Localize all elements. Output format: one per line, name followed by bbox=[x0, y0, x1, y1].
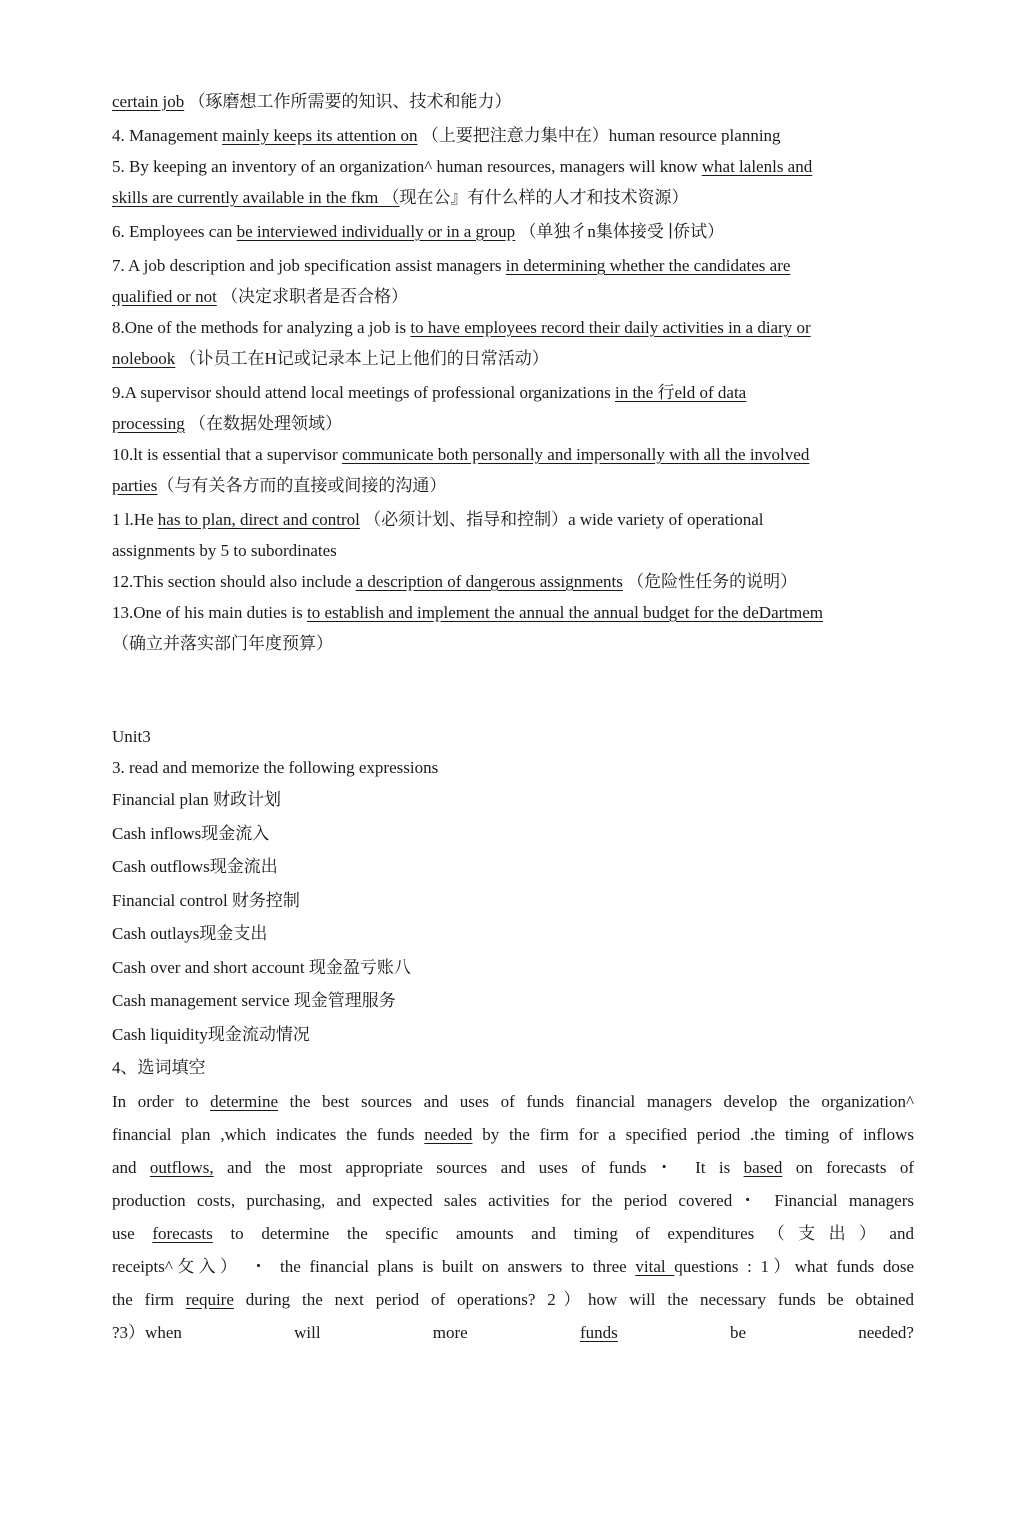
underlined-phrase: parties bbox=[112, 476, 158, 495]
item-line bbox=[112, 182, 914, 213]
text-segment: 现在公』有什么样的人才和技术资源） bbox=[399, 188, 689, 207]
underlined-phrase: has to plan, direct and control bbox=[157, 510, 360, 529]
text-segment: 13.One of his main duties is bbox=[112, 603, 308, 622]
underlined-phrase: in determining whether the candidates are bbox=[505, 256, 791, 275]
text-segment: ?3）when bbox=[112, 1322, 182, 1342]
item-line bbox=[112, 408, 914, 439]
expression-item: Cash over and short account 现金盈亏账八 bbox=[112, 957, 411, 977]
item-line bbox=[112, 216, 914, 247]
text-segment: 7. A job description and job specification assist managers bbox=[112, 256, 506, 275]
text-segment: needed? bbox=[858, 1322, 914, 1342]
underlined-phrase: processing bbox=[112, 414, 185, 433]
item-line bbox=[112, 312, 914, 343]
unit-title: Unit3 bbox=[112, 727, 151, 746]
underlined-phrase: certain job bbox=[112, 92, 185, 111]
text-segment: （琢磨想工作所需要的知识、技术和能力） bbox=[184, 92, 512, 111]
text-segment: on forecasts of bbox=[782, 1157, 915, 1177]
text-segment: 5. By keeping an inventory of an organization^ human resources, managers will know bbox=[112, 157, 702, 176]
underlined-phrase: require bbox=[185, 1289, 234, 1309]
item-line bbox=[112, 439, 914, 470]
underlined-phrase: forecasts bbox=[152, 1223, 213, 1243]
underlined-phrase: mainly keeps its attention on bbox=[222, 126, 418, 145]
item-line bbox=[112, 504, 914, 535]
expression-item: Financial control 财务控制 bbox=[112, 890, 300, 910]
underlined-phrase: be interviewed individually or in a group bbox=[236, 222, 516, 241]
item-line bbox=[112, 628, 914, 659]
paragraph-line bbox=[112, 1151, 914, 1184]
item-line bbox=[112, 250, 914, 281]
text-segment: （与有关各方而的直接或间接的沟通） bbox=[157, 476, 447, 495]
text-segment: 6. Employees can bbox=[112, 222, 237, 241]
expression-item: Cash outlays现金支出 bbox=[112, 924, 268, 943]
expression-item: Cash liquidity现金流动情况 bbox=[112, 1024, 310, 1044]
paragraph-last-line bbox=[112, 1316, 914, 1349]
fill-in-paragraph bbox=[112, 1085, 914, 1349]
paragraph-line bbox=[112, 1184, 914, 1217]
paragraph-line bbox=[112, 1118, 914, 1151]
text-segment: financial plan ,which indicates the funds bbox=[112, 1124, 425, 1144]
text-segment: more bbox=[432, 1322, 468, 1342]
underlined-phrase: based bbox=[743, 1157, 783, 1177]
underlined-phrase: communicate both personally and impersonally with all the involved bbox=[341, 445, 810, 464]
text-segment: 10.lt is essential that a supervisor bbox=[112, 445, 342, 464]
section-4-heading: 4、选词填空 bbox=[112, 1058, 206, 1077]
text-segment: （讣员工在H记或记录本上记上他们的日常活动） bbox=[175, 349, 549, 368]
expression-item: Cash inflows现金流入 bbox=[112, 823, 270, 843]
expression-item: Cash management service 现金管理服务 bbox=[112, 991, 396, 1010]
text-segment: the best sources and uses of funds financial managers develop the organization^ bbox=[278, 1091, 914, 1111]
text-segment: questions : 1）what funds dose bbox=[674, 1256, 914, 1276]
item-line bbox=[112, 86, 914, 117]
text-segment: 8.One of the methods for analyzing a job is bbox=[112, 318, 411, 337]
underlined-phrase: vital bbox=[635, 1256, 675, 1276]
item-line bbox=[112, 597, 914, 628]
text-segment: （上要把注意力集中在）human resource planning bbox=[417, 126, 781, 145]
text-segment: 1 l.He bbox=[112, 510, 158, 529]
section-spacer bbox=[112, 659, 914, 721]
text-segment: to determine the specific amounts and timing of expenditures（支出）and bbox=[212, 1223, 914, 1243]
item-line bbox=[112, 281, 914, 312]
text-segment: and bbox=[112, 1157, 150, 1177]
text-segment: （决定求职者是否合格） bbox=[216, 287, 409, 306]
text-segment: 4. Management bbox=[112, 126, 222, 145]
underlined-phrase: nolebook bbox=[112, 349, 176, 368]
text-segment: 9.A supervisor should attend local meetings of professional organizations bbox=[112, 383, 615, 402]
expression-item: Cash outflows现金流出 bbox=[112, 857, 278, 876]
text-segment: be bbox=[729, 1322, 747, 1342]
item-line bbox=[112, 343, 914, 374]
text-segment: assignments by 5 to subordinates bbox=[112, 541, 337, 560]
underlined-phrase: needed bbox=[424, 1124, 473, 1144]
underlined-phrase: determine bbox=[210, 1091, 279, 1111]
item-line bbox=[112, 566, 914, 597]
text-segment: by the firm for a specified period .the timing of inflows bbox=[472, 1124, 914, 1144]
expression-item: Financial plan 财政计划 bbox=[112, 790, 282, 809]
underlined-phrase: qualified or not bbox=[112, 287, 217, 306]
text-segment: （危险性任务的说明） bbox=[622, 572, 798, 591]
text-segment: （单独彳n集体接受 ∣侨试） bbox=[515, 222, 725, 241]
numbered-items bbox=[112, 86, 914, 659]
text-segment: during the next period of operations? 2）how will the necessary funds be obtained bbox=[233, 1289, 914, 1309]
underlined-phrase: to have employees record their daily activities in a diary or bbox=[410, 318, 811, 337]
text-segment: the firm bbox=[112, 1289, 186, 1309]
text-segment: receipts^攵入） ・ the financial plans is built on answers to three bbox=[112, 1256, 636, 1276]
text-segment: （确立并落实部门年度预算） bbox=[112, 634, 333, 653]
expression-list bbox=[112, 783, 914, 1051]
paragraph-line bbox=[112, 1085, 914, 1118]
paragraph-line bbox=[112, 1283, 914, 1316]
underlined-phrase: outflows, bbox=[149, 1157, 214, 1177]
paragraph-line bbox=[112, 1250, 914, 1283]
underlined-phrase: to establish and implement the annual the annual budget for the deDartmem bbox=[307, 603, 824, 622]
text-segment: and the most appropriate sources and uses of funds・ It is bbox=[213, 1157, 744, 1177]
underlined-phrase: funds bbox=[579, 1322, 618, 1342]
text-segment: In order to bbox=[112, 1091, 211, 1111]
item-line bbox=[112, 535, 914, 566]
item-line bbox=[112, 377, 914, 408]
item-line bbox=[112, 120, 914, 151]
document-page bbox=[112, 86, 914, 1349]
section-3-heading: 3. read and memorize the following expressions bbox=[112, 758, 439, 777]
text-segment: will bbox=[294, 1322, 321, 1342]
underlined-phrase: what lalenls and bbox=[701, 157, 813, 176]
underlined-phrase: in the 行eld of data bbox=[614, 383, 747, 402]
paragraph-line bbox=[112, 1217, 914, 1250]
underlined-phrase: a description of dangerous assignments bbox=[355, 572, 623, 591]
item-line bbox=[112, 470, 914, 501]
text-segment: use bbox=[112, 1223, 153, 1243]
item-line bbox=[112, 151, 914, 182]
text-segment: production costs, purchasing, and expected sales activities for the period covered・ Financial managers bbox=[112, 1190, 914, 1210]
text-segment: （在数据处理领域） bbox=[184, 414, 342, 433]
underlined-phrase: skills are currently available in the fkm （ bbox=[112, 188, 400, 207]
text-segment: （必须计划、指导和控制）a wide variety of operational bbox=[359, 510, 764, 529]
text-segment: 12.This section should also include bbox=[112, 572, 356, 591]
